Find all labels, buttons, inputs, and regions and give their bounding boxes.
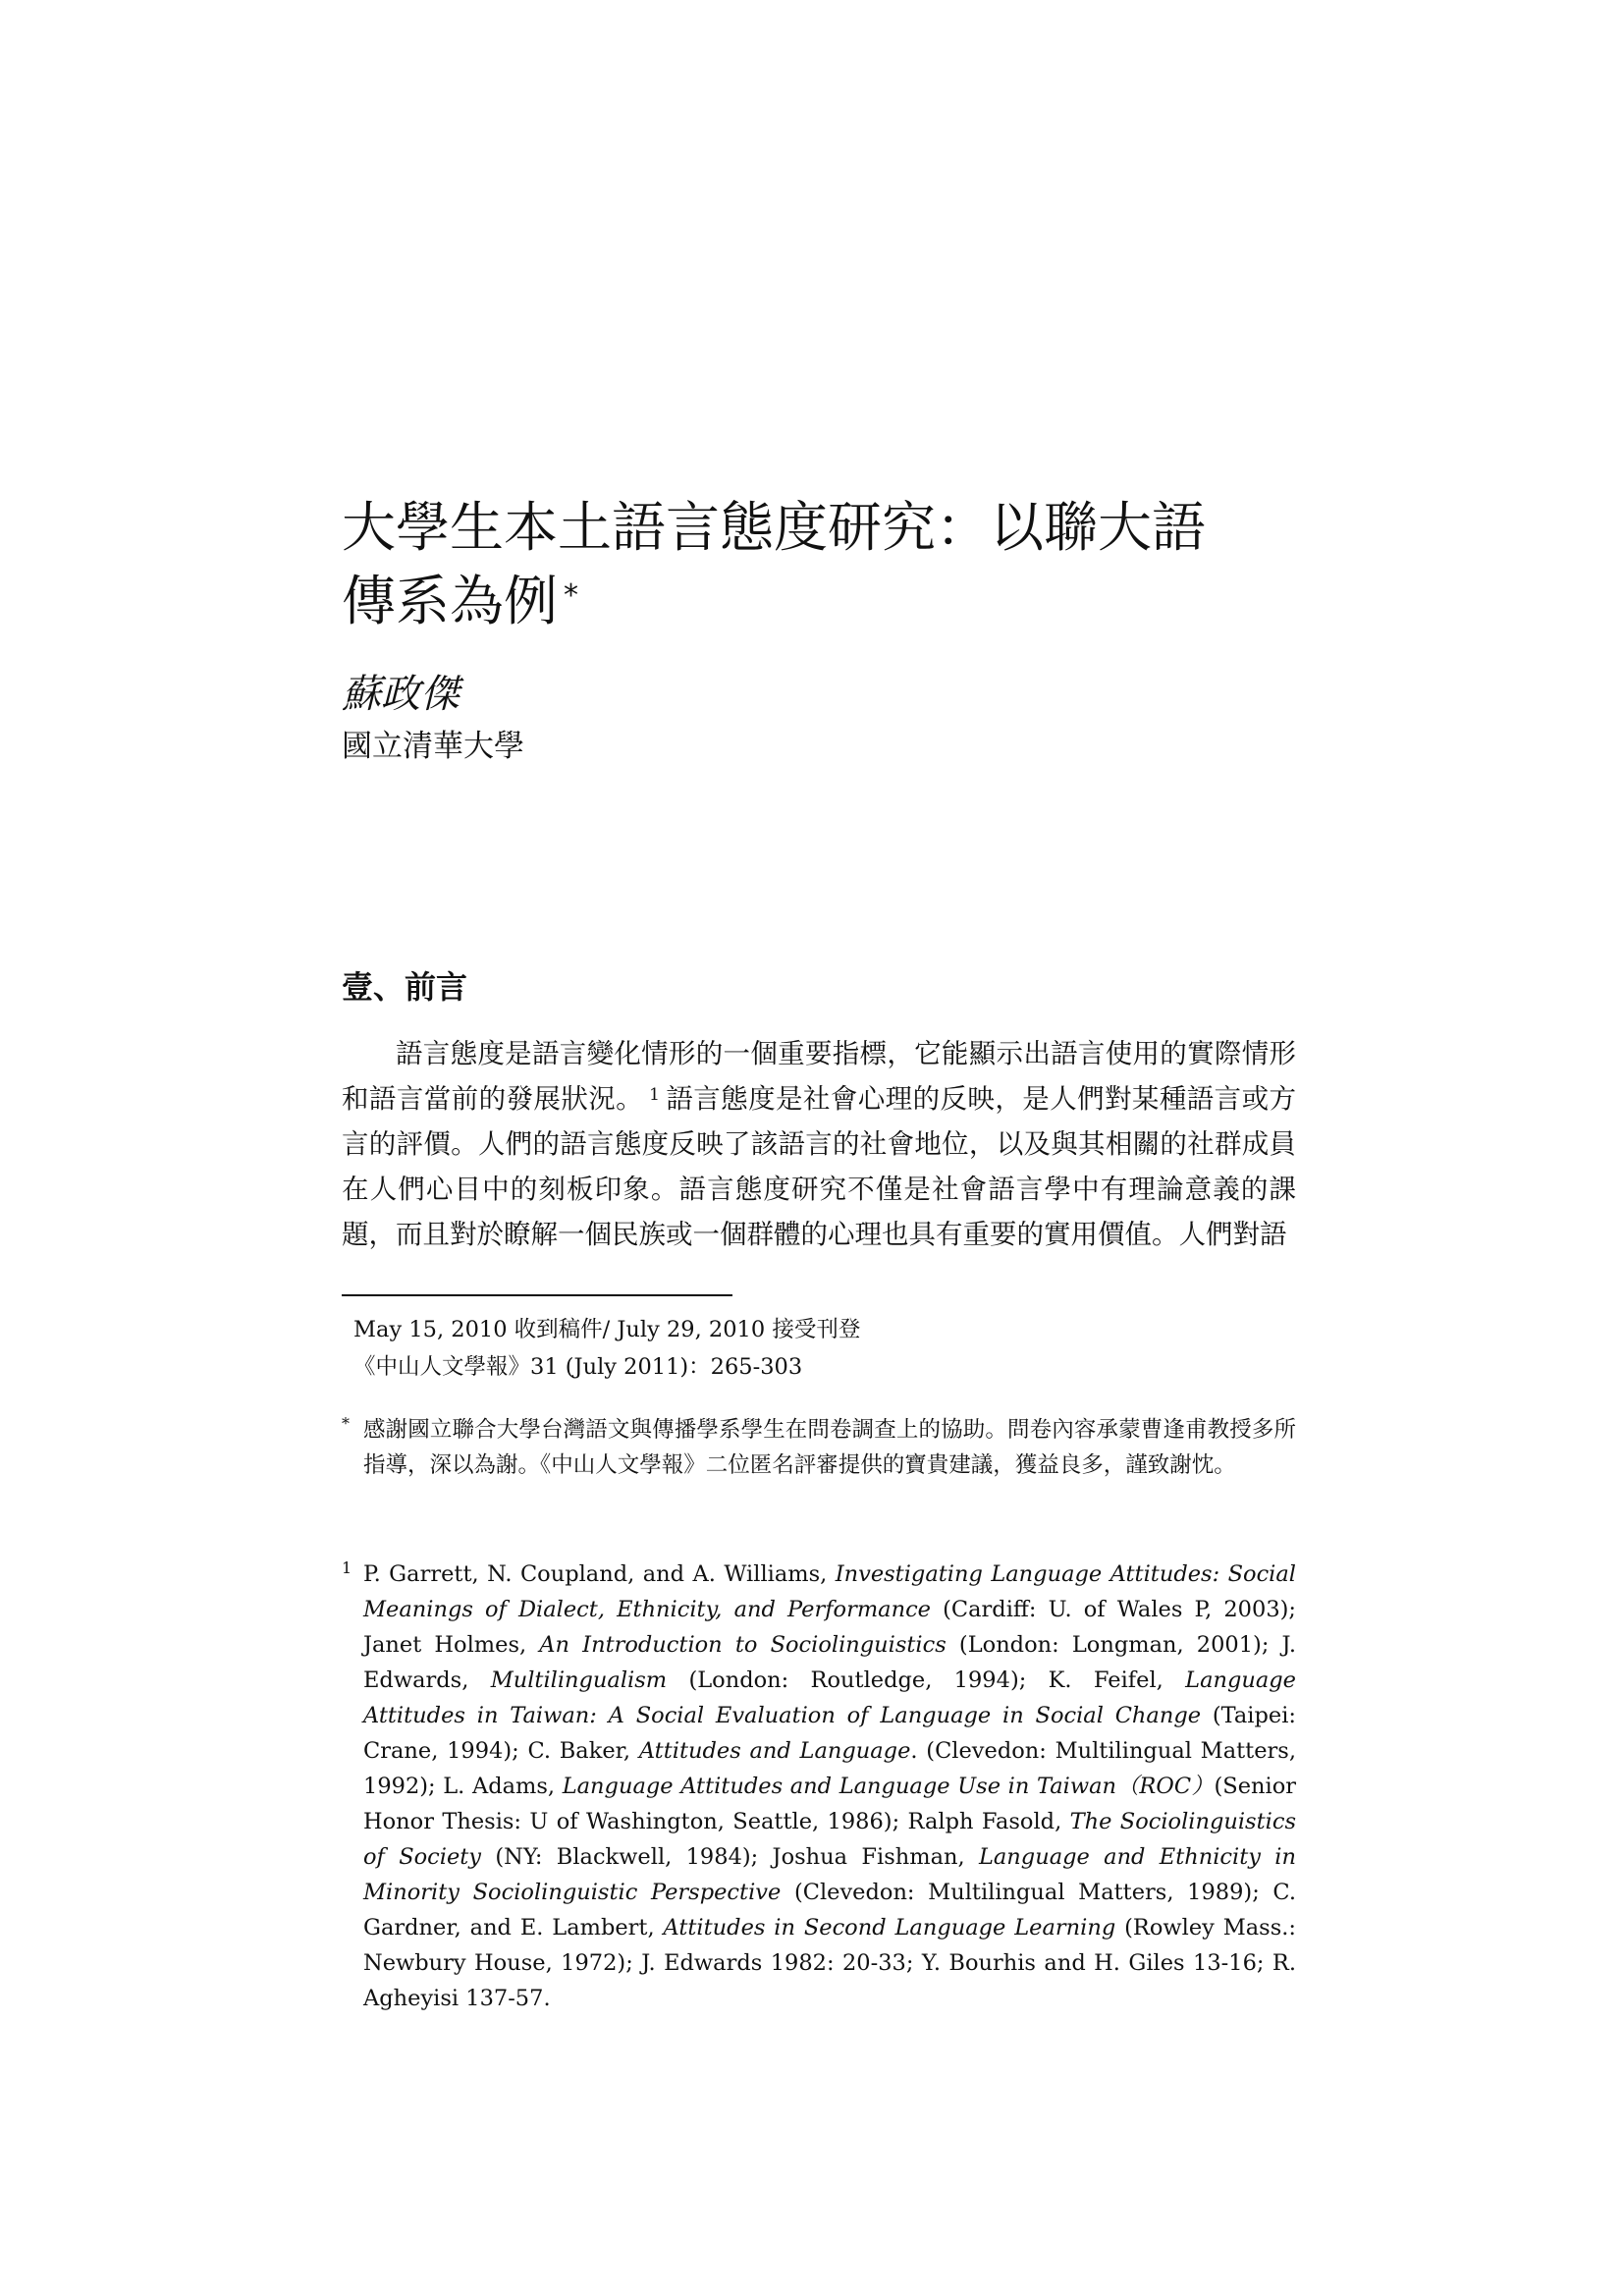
citation-title: Attitudes in Second Language Learning [663,1915,1116,1941]
citation-text: (Rowley Mass.: Newbury House, 1972); J. Edwards 1982: 20-33; Y. Bourhis and H. Giles 13-16; R. Agheyisi 137-57. [363,1915,1296,2011]
footnote-1 [342,1557,1296,2016]
citation-text: (NY: Blackwell, 1984); Joshua Fishman, [481,1844,979,1870]
journal-citation-line: 《中山人文學報》31 (July 2011)：265-303 [353,1354,803,1380]
title-line-2: 傳系為例 [342,570,559,632]
citation-title: An Introduction to Sociolinguistics [539,1632,947,1658]
received-accepted-line: May 15, 2010 收到稿件/ July 29, 2010 接受刊登 [353,1317,861,1342]
citation-text: (Clevedon: Multilingual Matters, 1989); C. Gardner, and E. Lambert, [363,1880,1296,1941]
body-paragraph [342,1031,1296,1257]
publication-meta [353,1311,1296,1386]
footnote-1-text [363,1557,1296,2016]
citation-title: Language Attitudes in Taiwan: A Social Evaluation of Language in Social Change [363,1667,1296,1728]
paper-title [342,491,1284,638]
footnote-1-mark: 1 [342,1558,352,1577]
author-name: 蘇政傑 [342,672,460,717]
citation-text: (London: Routledge, 1994); K. Feifel, [667,1667,1186,1693]
citation-title: Investigating Language Attitudes: Social Meanings of Dialect, Ethnicity, and Performance [363,1561,1296,1622]
citation-text: P. Garrett, N. Coupland, and A. Williams, [363,1561,836,1587]
citation-title: Multilingualism [490,1667,668,1693]
paragraph-part-2: 語言態度是社會心理的反映，是人們對某種語言或方言的評價。人們的語言態度反映了該語言的社會地位，以及與其相關的社群成員在人們心目中的刻板印象。語言態度研究不僅是社會語言學中有理論意義的課題，而且對於瞭解一個民族或一個群體的心理也具有重要的實用價值。人們對語 [342,1083,1297,1250]
citation-text: (Senior Honor Thesis: U of Washington, Seattle, 1986); Ralph Fasold, [363,1774,1296,1834]
author-affiliation: 國立清華大學 [342,729,524,764]
footnote-divider [342,1294,732,1296]
citation-title: The Sociolinguistics of Society [363,1809,1296,1870]
footnote-star-mark: * [342,1414,350,1433]
citation-title: Language Attitudes and Language Use in Taiwan（ROC） [562,1774,1215,1799]
citation-text: (Cardiff: U. of Wales P, 2003); Janet Holmes, [363,1597,1296,1658]
citation-title: Attitudes and Language [638,1738,911,1764]
title-footnote-mark[interactable]: * [564,578,579,613]
footnote-ref-1[interactable]: 1 [649,1085,660,1105]
footnote-acknowledgement [342,1412,1296,1483]
citation-text: (London: Longman, 2001); J. Edwards, [363,1632,1296,1693]
citation-title: Language and Ethnicity in Minority Sociolinguistic Perspective [363,1844,1296,1905]
paragraph-part-1: 語言態度是語言變化情形的一個重要指標，它能顯示出語言使用的實際情形和語言當前的發展狀況。 [342,1038,1296,1115]
section-heading: 壹、前言 [342,968,468,1006]
citation-text: (Taipei: Crane, 1994); C. Baker, [363,1703,1297,1764]
title-line-1: 大學生本土語言態度研究：以聯大語 [342,496,1207,559]
citation-text: . (Clevedon: Multilingual Matters, 1992); L. Adams, [363,1738,1296,1799]
footnote-star-text: 感謝國立聯合大學台灣語文與傳播學系學生在問卷調查上的協助。問卷內容承蒙曹逢甫教授多所指導，深以為謝。《中山人文學報》二位匿名評審提供的寶貴建議，獲益良多，謹致謝忱。 [363,1417,1296,1478]
